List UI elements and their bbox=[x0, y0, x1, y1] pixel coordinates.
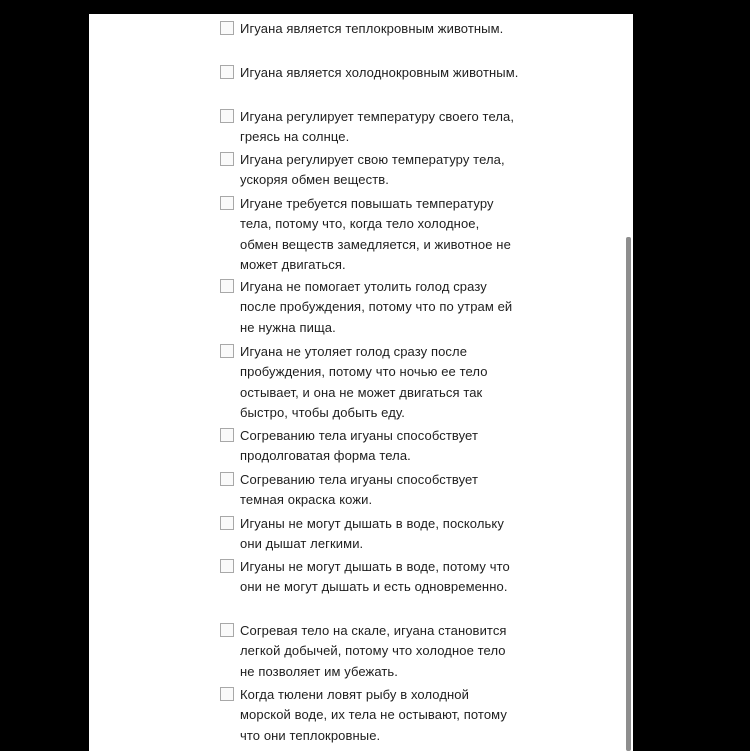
answer-option-label: Игуана является теплокровным животным. bbox=[240, 21, 504, 36]
answer-option[interactable] bbox=[220, 470, 520, 511]
answer-option-label: Когда тюлени ловят рыбу в холодной морской воде, их тела не остывают, потому что они теплокровные. bbox=[240, 687, 507, 743]
checkbox[interactable] bbox=[220, 472, 234, 486]
checkbox[interactable] bbox=[220, 516, 234, 530]
checkbox[interactable] bbox=[220, 344, 234, 358]
checkbox[interactable] bbox=[220, 152, 234, 166]
answer-option[interactable] bbox=[220, 277, 520, 338]
answer-option-label: Игуане требуется повышать температуру тела, потому что, когда тело холодное, обмен веществ замедляется, и животное не может двигаться. bbox=[240, 196, 511, 273]
answer-option-label: Игуана регулирует температуру своего тела, греясь на солнце. bbox=[240, 109, 515, 145]
scrollbar-thumb[interactable] bbox=[626, 237, 631, 751]
checkbox[interactable] bbox=[220, 559, 234, 573]
answer-option-label: Игуана не помогает утолить голод сразу после пробуждения, потому что по утрам ей не нужна пища. bbox=[240, 279, 513, 335]
checkbox[interactable] bbox=[220, 196, 234, 210]
answer-option[interactable] bbox=[220, 194, 520, 276]
answer-option-label: Согреванию тела игуаны способствует темная окраска кожи. bbox=[240, 472, 478, 508]
answer-option-label: Игуаны не могут дышать в воде, поскольку они дышат легкими. bbox=[240, 516, 504, 552]
answer-option-label: Игуана регулирует свою температуру тела, ускоряя обмен веществ. bbox=[240, 152, 505, 188]
answer-option-label: Согревая тело на скале, игуана становится легкой добычей, потому что холодное тело не позволяет им убежать. bbox=[240, 623, 507, 679]
answer-option-label: Игуана не утоляет голод сразу после пробуждения, потому что ночью ее тело остывает, и она не может двигаться так быстро, чтобы добыть еду. bbox=[240, 344, 488, 421]
answer-option[interactable] bbox=[220, 514, 520, 555]
checkbox[interactable] bbox=[220, 687, 234, 701]
answer-option[interactable] bbox=[220, 621, 520, 682]
answer-option[interactable] bbox=[220, 19, 520, 39]
checkbox[interactable] bbox=[220, 21, 234, 35]
answer-option-label: Игуаны не могут дышать в воде, потому что они не могут дышать и есть одновременно. bbox=[240, 559, 510, 595]
answer-option[interactable] bbox=[220, 107, 520, 148]
answer-option[interactable] bbox=[220, 426, 520, 467]
checkbox[interactable] bbox=[220, 109, 234, 123]
answer-option[interactable] bbox=[220, 342, 520, 424]
checkbox[interactable] bbox=[220, 623, 234, 637]
answer-option-label: Согреванию тела игуаны способствует продолговатая форма тела. bbox=[240, 428, 478, 464]
answer-option-label: Игуана является холоднокровным животным. bbox=[240, 65, 519, 80]
scrollbar[interactable] bbox=[626, 14, 631, 751]
checkbox[interactable] bbox=[220, 65, 234, 79]
quiz-page bbox=[89, 14, 633, 751]
answer-option[interactable] bbox=[220, 63, 520, 83]
checkbox[interactable] bbox=[220, 279, 234, 293]
checkbox[interactable] bbox=[220, 428, 234, 442]
answer-option[interactable] bbox=[220, 557, 520, 598]
answer-option[interactable] bbox=[220, 150, 520, 191]
answer-option[interactable] bbox=[220, 685, 520, 746]
